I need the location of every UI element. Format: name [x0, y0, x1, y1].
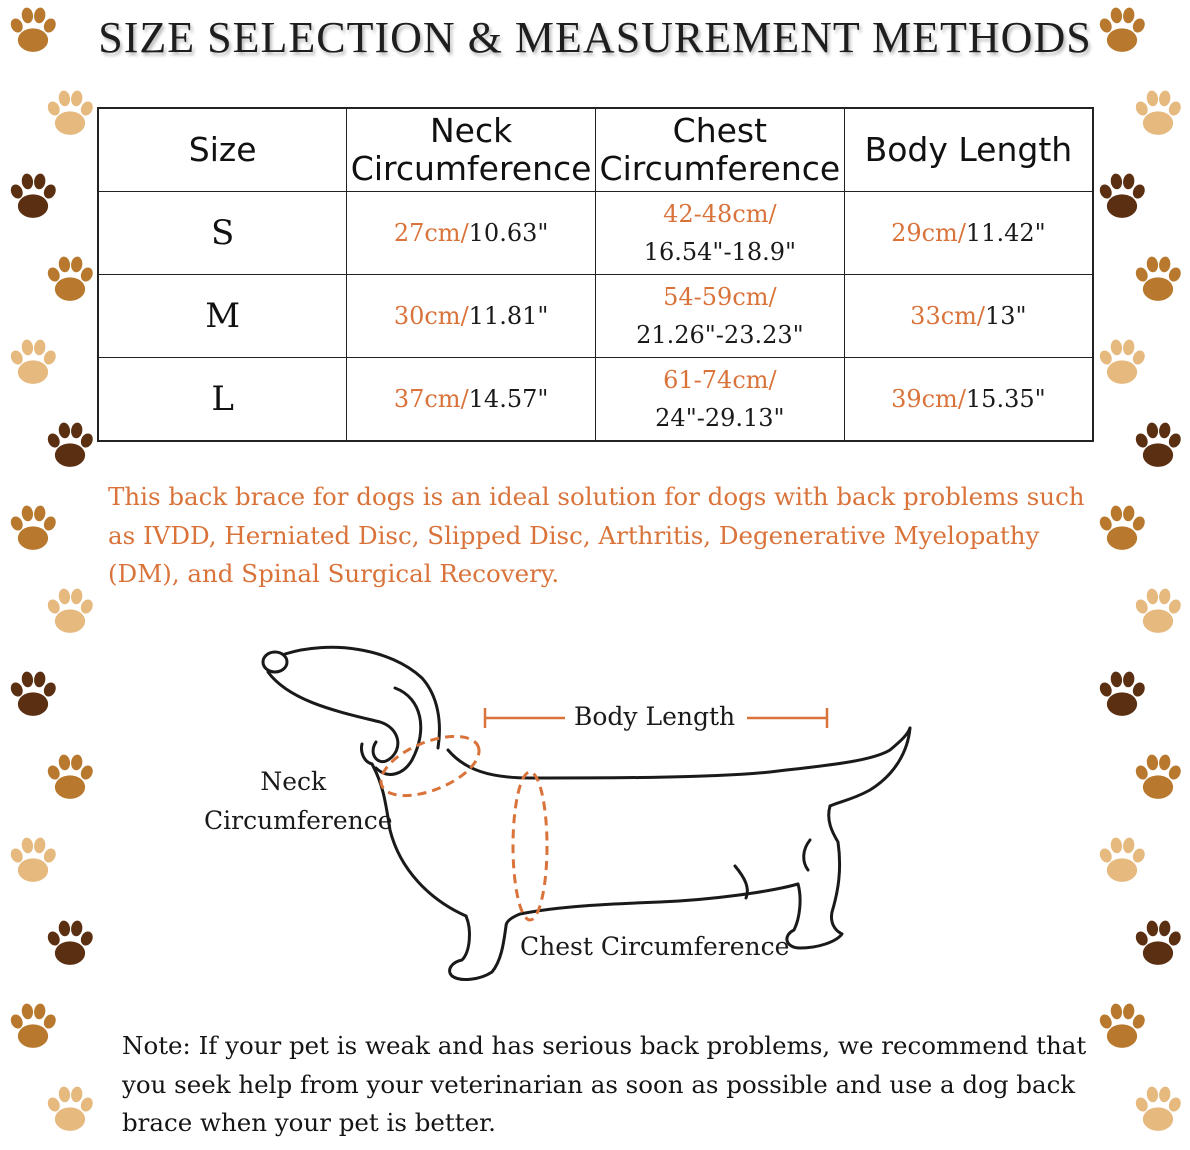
neck-value: 30cm/11.81": [347, 275, 596, 358]
paw-print-icon: [5, 500, 61, 556]
table-header-row: [98, 108, 1093, 192]
chest-value: 61-74cm/ 24"-29.13": [596, 358, 845, 442]
body-length-label: Body Length: [574, 702, 736, 731]
paw-print-icon: [42, 749, 98, 805]
size-label: M: [98, 275, 347, 358]
chest-value: 54-59cm/ 21.26"-23.23": [596, 275, 845, 358]
body-length-value: 33cm/13": [844, 275, 1093, 358]
paw-print-icon: [42, 417, 98, 473]
header-neck-circumference: Neck Circumference: [347, 108, 596, 192]
chest-value: 42-48cm/ 16.54"-18.9": [596, 192, 845, 275]
paw-print-icon: [1094, 334, 1150, 390]
paw-print-icon: [1130, 85, 1186, 141]
header-chest-circumference: Chest Circumference: [596, 108, 845, 192]
paw-print-icon: [1130, 749, 1186, 805]
paw-print-icon: [1094, 168, 1150, 224]
paw-print-icon: [1094, 832, 1150, 888]
paw-print-icon: [42, 583, 98, 639]
dog-measurement-diagram: [190, 630, 930, 990]
paw-print-icon: [5, 666, 61, 722]
header-size: Size: [98, 108, 347, 192]
neck-circumference-label: Neck Circumference: [204, 767, 393, 835]
paw-print-icon: [5, 2, 61, 58]
paw-print-icon: [5, 334, 61, 390]
chest-circumference-label: Chest Circumference: [520, 932, 790, 961]
neck-value: 27cm/10.63": [347, 192, 596, 275]
body-length-value: 29cm/11.42": [844, 192, 1093, 275]
page-title: SIZE SELECTION & MEASUREMENT METHODS: [98, 13, 1092, 62]
size-label: L: [98, 358, 347, 442]
paw-print-icon: [42, 85, 98, 141]
paw-print-icon: [42, 915, 98, 971]
table-row: [98, 192, 1093, 275]
product-description: This back brace for dogs is an ideal solution for dogs with back problems such as IVDD, Herniated Disc, Slipped Disc, Arthritis, Degenerative Myelopathy (DM), and Spinal Surgical Recovery.: [108, 482, 1085, 588]
paw-print-icon: [1130, 1081, 1186, 1137]
paw-print-icon: [42, 1081, 98, 1137]
paw-print-icon: [5, 998, 61, 1054]
paw-print-icon: [1130, 251, 1186, 307]
body-length-value: 39cm/15.35": [844, 358, 1093, 442]
paw-print-icon: [1094, 998, 1150, 1054]
paw-print-icon: [1130, 915, 1186, 971]
paw-print-icon: [42, 251, 98, 307]
size-chart-table: [97, 107, 1094, 442]
size-label: S: [98, 192, 347, 275]
paw-print-icon: [1130, 583, 1186, 639]
table-row: [98, 358, 1093, 442]
header-body-length: Body Length: [844, 108, 1093, 192]
neck-value: 37cm/14.57": [347, 358, 596, 442]
table-row: [98, 275, 1093, 358]
paw-print-icon: [1094, 666, 1150, 722]
paw-print-icon: [5, 832, 61, 888]
paw-print-icon: [5, 168, 61, 224]
paw-print-icon: [1130, 417, 1186, 473]
vet-note: Note: If your pet is weak and has serious back problems, we recommend that you seek help from your veterinarian as soon as possible and use a dog back brace when your pet is better.: [122, 1031, 1087, 1137]
